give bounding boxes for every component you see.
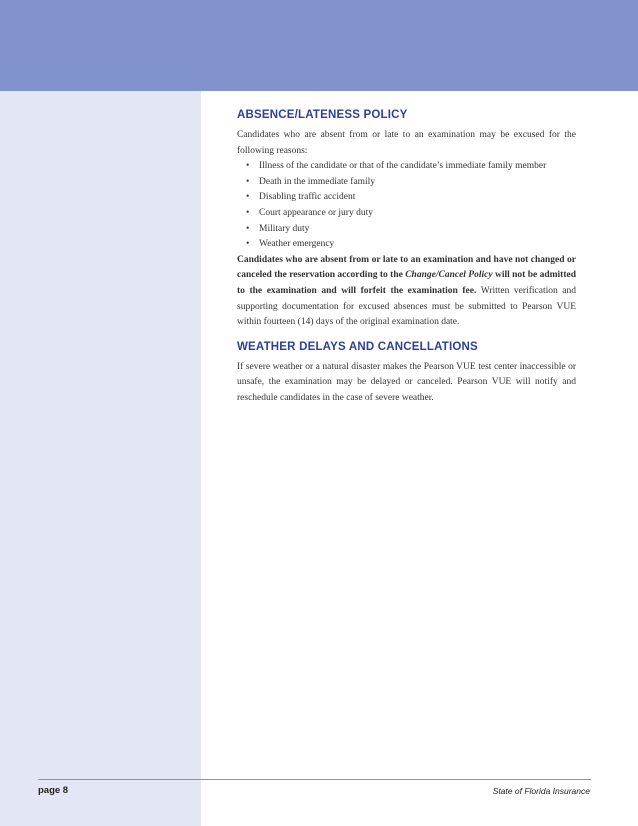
bullet-icon: • bbox=[246, 223, 250, 234]
reason-text: Death in the immediate family bbox=[259, 176, 376, 187]
weather-heading: WEATHER DELAYS AND CANCELLATIONS bbox=[237, 340, 478, 353]
verification-text: Written verification and supporting documentation for excused absences must be submitted to Pearson VUE within fourteen (14) days of the original examination date. bbox=[237, 285, 576, 328]
document-source: State of Florida Insurance bbox=[492, 786, 590, 796]
bullet-icon: • bbox=[246, 161, 250, 172]
bullet-icon: • bbox=[246, 192, 250, 203]
weather-body-text: If severe weather or a natural disaster makes the Pearson VUE test center inaccessible or unsafe, the examination may be delayed or canceled. Pearson VUE will notify and reschedule candidates in the case of severe weather. bbox=[237, 361, 576, 403]
absence-intro-text: Candidates who are absent from or late to an examination may be excused for the following reasons: bbox=[237, 130, 576, 156]
list-item bbox=[246, 190, 576, 206]
forfeit-warning-text: Candidates who are absent from or late to an examination and have not changed or canceled the reservation according to the bbox=[237, 254, 576, 281]
reason-text: Disabling traffic accident bbox=[259, 192, 356, 203]
bullet-icon: • bbox=[246, 176, 250, 187]
reason-text: Illness of the candidate or that of the candidate’s immediate family member bbox=[259, 161, 547, 172]
forfeit-policy-paragraph bbox=[237, 253, 576, 331]
list-item bbox=[246, 222, 576, 238]
left-sidebar-panel bbox=[0, 91, 201, 826]
header-band bbox=[0, 0, 638, 91]
absence-policy-heading: ABSENCE/LATENESS POLICY bbox=[237, 109, 408, 121]
list-item bbox=[246, 237, 576, 253]
bullet-icon: • bbox=[246, 207, 250, 218]
excused-reasons-list bbox=[246, 159, 576, 253]
bullet-icon: • bbox=[246, 239, 250, 250]
list-item bbox=[246, 159, 576, 175]
page-number: page 8 bbox=[38, 785, 69, 796]
main-content bbox=[237, 108, 576, 407]
list-item bbox=[246, 175, 576, 191]
forfeit-warning-text-end: will not be admitted to the examination and will forfeit the examination fee. bbox=[237, 270, 577, 296]
reason-text: Court appearance or jury duty bbox=[259, 207, 373, 218]
reason-text: Weather emergency bbox=[259, 239, 335, 250]
reason-text: Military duty bbox=[259, 223, 310, 234]
change-cancel-policy-reference: Change/Cancel Policy bbox=[405, 270, 493, 281]
footer-divider bbox=[38, 779, 591, 780]
list-item bbox=[246, 206, 576, 222]
